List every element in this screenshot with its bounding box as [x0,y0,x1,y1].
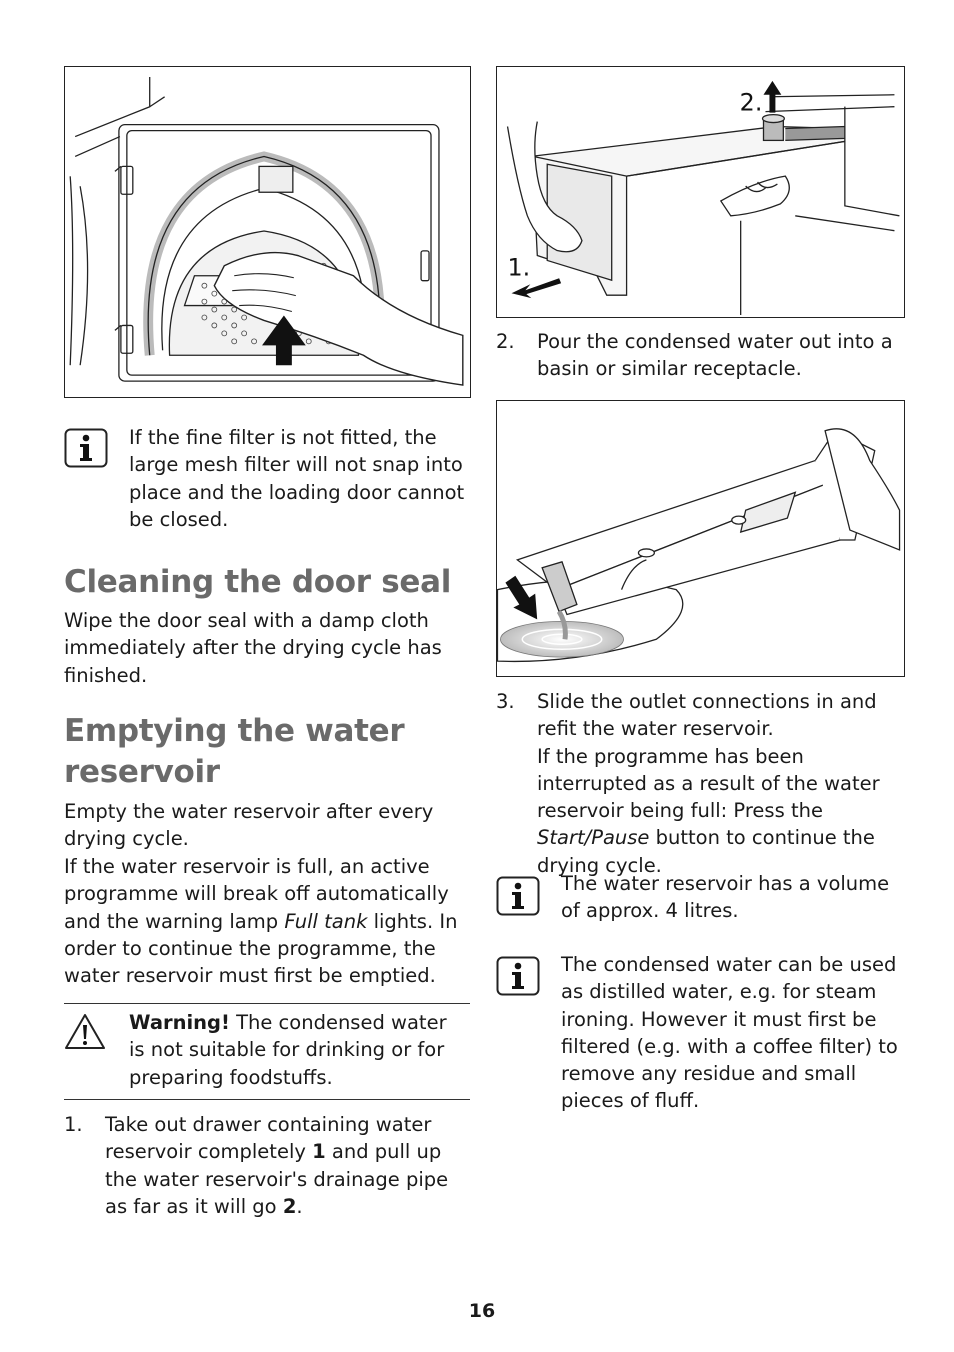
heading-line-2: reservoir [64,754,220,790]
heading-cleaning-door-seal: Cleaning the door seal [64,564,452,600]
note-volume: The water reservoir has a volume of approx. 4 litres. [561,872,890,923]
note-distilled-water: The condensed water can be used as distilled water, e.g. for steam ironing. However it must first be filtered (e.g. with a coffee filter) to remove any residue and small pieces of fluff. [561,953,898,1113]
start-pause-button-name: Start/Pause [537,826,650,850]
pouring-illustration [497,401,904,676]
figure-drawer-removal [496,66,905,318]
figure-filter-insertion [64,66,471,398]
drawer-illustration [497,67,904,317]
figure-label-2: 2. [739,88,763,117]
warning-rule-bottom [64,1099,470,1100]
info-icon [64,428,108,468]
warning-text: Warning! The condensed water is not suitable for drinking or for preparing foodstuffs. [129,1011,447,1089]
warning-rule-top [64,1003,470,1004]
step-2-number: 2. [496,330,515,353]
full-tank-lamp-name: Full tank [284,909,368,933]
filter-illustration [65,67,470,397]
filter-note: If the fine filter is not fitted, the large mesh filter will not snap into place and the loading door cannot be closed. [129,426,465,531]
heading-line-1: Emptying the water [64,713,405,749]
step-1-number: 1. [64,1113,83,1136]
step-1-text: Take out drawer containing water reservoir completely 1 and pull up the water reservoir's drainage pipe as far as it will go 2. [105,1113,449,1218]
figure-pouring-water [496,400,905,677]
step-3-text: Slide the outlet connections in and refit the water reservoir. If the programme has been interrupted as a result of the water reservoir being full: Press the Start/Pause button to continue the drying cycle. [537,690,880,877]
warning-triangle-icon [63,1012,107,1052]
figure-label-1: 1. [507,253,531,282]
heading-emptying-reservoir [64,711,484,793]
step-2-text: Pour the condensed water out into a basin or similar receptacle. [537,330,893,381]
reservoir-para-2: If the water reservoir is full, an active programme will break off automatically and the warning lamp Full tank lights. In order to continue the programme, the water reservoir must first be emptied. [64,855,458,988]
step-3-number: 3. [496,690,515,713]
info-icon [496,956,540,996]
reservoir-para-1: Empty the water reservoir after every drying cycle. [64,800,434,851]
door-seal-body: Wipe the door seal with a damp cloth immediately after the drying cycle has finished. [64,609,442,687]
page-number: 16 [468,1300,496,1322]
warning-label: Warning! [129,1011,230,1034]
info-icon [496,876,540,916]
